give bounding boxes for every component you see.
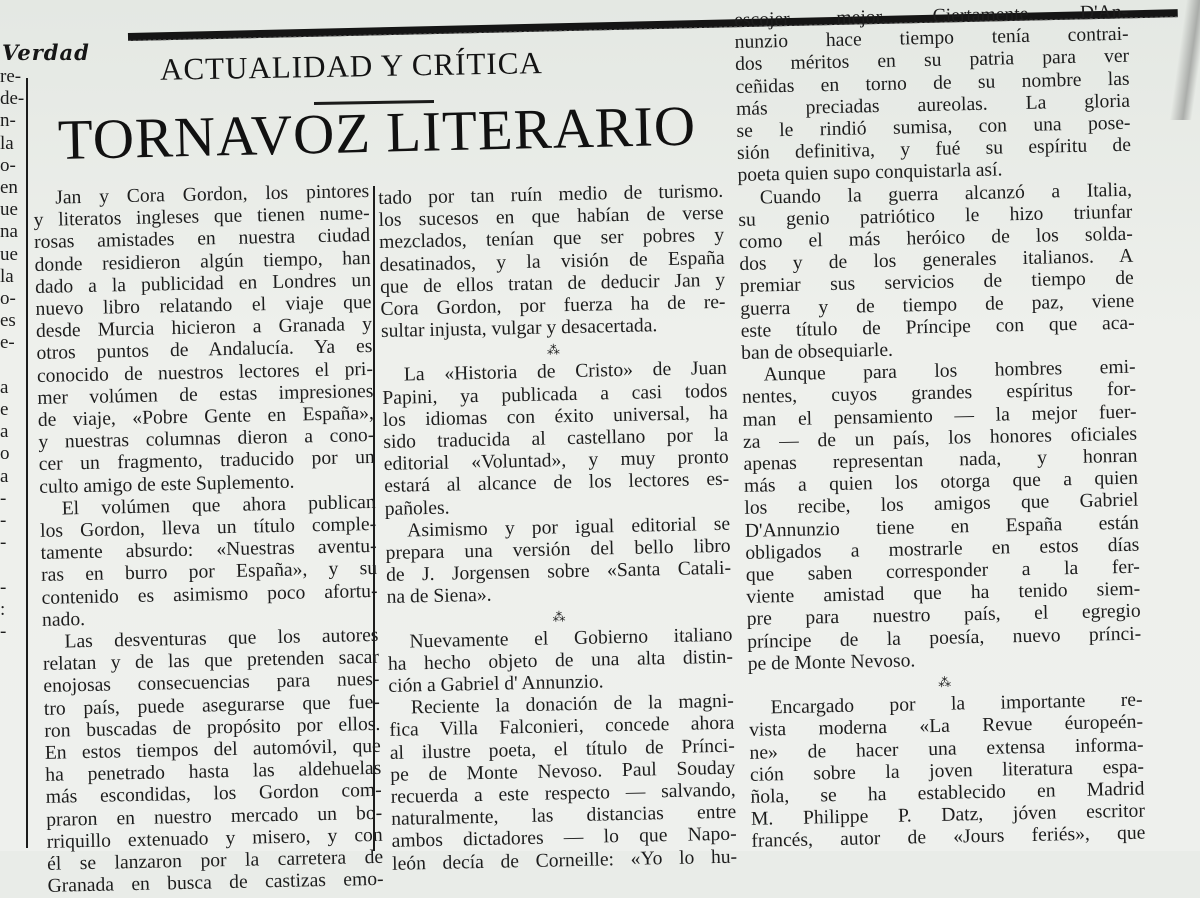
text-line: ñola, se ha establecido en Madrid [750, 778, 1145, 808]
margin-fragment: e [0, 399, 9, 421]
text-line: otros puntos de Andalucía. Ya es [36, 336, 373, 365]
text-line: ha hecho objeto de una alta distin- [387, 646, 734, 675]
margin-fragment: ue [0, 243, 18, 265]
text-line: dos y de los generales italianos. A [739, 245, 1134, 276]
text-line: sultar injusta, vulgar y desacertada. [380, 315, 658, 343]
text-line: nuevo libro relatando el viaje que [35, 291, 372, 320]
text-line: nado. [41, 608, 86, 631]
text-line: Reciente la donación de la magni- [410, 690, 735, 719]
left-margin-column-fragment [0, 66, 25, 643]
text-line: él se lanzaron por la carretera de [46, 846, 384, 875]
margin-fragment: es [0, 310, 16, 332]
text-line: sión definitiva, y fué su espíritu de [736, 134, 1132, 165]
text-line: desatinados, y la visión de España [379, 247, 725, 276]
page-edge-shadow [1170, 0, 1200, 120]
text-line: cer un fragmento, traducido por un [38, 447, 375, 476]
text-line: pañoles. [384, 497, 450, 520]
text-line: viente amistad que ha tenido siem- [746, 578, 1141, 609]
margin-fragment: - [0, 487, 7, 509]
margin-fragment: : [0, 598, 6, 620]
text-line: nentes, cuyos grandes espíritus for- [741, 379, 1137, 409]
text-line: los recibe, los amigos que Gabriel [744, 490, 1139, 520]
text-line: El volúmen que ahora publican [61, 491, 376, 520]
text-line: praron en nuestro mercado un bo- [46, 802, 383, 831]
text-line: pe de Monte Nevoso. Paul Souday [390, 757, 736, 786]
text-line: escojer mejor. Ciertamente. D'An- [734, 1, 1129, 31]
text-line: Papini, ya publicada a casi todos [382, 380, 728, 409]
asterism-divider: ⁂ [552, 608, 567, 625]
text-line: los sucesos en que habían de verse [378, 202, 724, 232]
text-line: de viaje, «Pobre Gente en España», [37, 402, 375, 431]
text-line: príncipe de la poesía, nuevo prínci- [747, 623, 1142, 653]
article-column-3 [734, 2, 1146, 854]
text-line: Cora Gordon, por fuerza ha de re- [380, 291, 726, 320]
margin-fragment: re- [0, 66, 22, 87]
text-line: Nuevamente el Gobierno italiano [409, 624, 733, 653]
text-line: M. Philippe P. Datz, jóven escritor [750, 800, 1146, 830]
text-line: vista moderna «La Revue éuropeén- [748, 711, 1144, 742]
text-line: na de Siena». [386, 585, 492, 609]
text-line: pre para nuestro país, el egregio [746, 601, 1141, 631]
text-line: donde residieron algún tiempo, han [34, 247, 371, 276]
margin-fragment: a [0, 376, 9, 398]
text-line: Granada en busca de castizas emo- [47, 869, 384, 898]
text-line: conocido de nuestros lectores el pri- [36, 358, 374, 387]
text-line: obligados a mostrarle en estos días [745, 534, 1140, 564]
text-line: como el más heróico de los solda- [738, 223, 1134, 253]
text-line: dado a la publicidad en Londres un [34, 269, 372, 298]
asterism-divider: ⁂ [546, 342, 562, 358]
text-line: editorial «Voluntad», y muy pronto [383, 446, 729, 476]
text-line: se le rindió sumisa, con una pose- [736, 112, 1131, 142]
text-line: naturalmente, las distancias entre [391, 801, 737, 831]
text-line: prepara una versión del bello libro [385, 535, 731, 564]
text-line: tado por tan ruín medio de turismo. [378, 180, 724, 209]
text-line: fica Villa Falconieri, concede ahora [389, 713, 735, 742]
text-line: ne» de hacer una extensa informa- [749, 734, 1144, 764]
text-line: La «Historia de Cristo» de Juan [403, 358, 728, 386]
margin-fragment [0, 554, 22, 576]
text-line: Asimismo y por igual editorial se [406, 513, 731, 542]
text-line: ban de obsequiarle. [740, 339, 894, 364]
text-line: los Gordon, lleva un título comple- [39, 513, 377, 542]
text-line: ron buscadas de propósito por ellos. [44, 713, 381, 742]
text-line: mer volúmen de estas impresiones [37, 380, 374, 409]
headline: TORNAVOZ LITERARIO [57, 94, 697, 172]
margin-fragment: ue [0, 199, 18, 221]
margin-fragment: o- [0, 154, 16, 176]
masthead-word: Verdad [2, 40, 90, 65]
text-line: Las desventuras que los autores [64, 624, 379, 653]
text-line: guerra y de tiempo de paz, viene [740, 290, 1135, 320]
text-line: francés, autor de «Jours feriés», que [751, 822, 1146, 853]
text-line: más preciadas aureolas. La gloria [735, 90, 1131, 120]
margin-fragment: la [0, 132, 14, 154]
margin-fragment: n- [0, 110, 16, 132]
margin-fragment [0, 355, 22, 377]
text-line: desde Murcia hicieron a Granada y [35, 314, 373, 343]
text-line: za — de un país, los honores oficiales [742, 423, 1138, 453]
text-line: que de ellos tratan de deducir Jan y [379, 269, 726, 298]
text-line: enojosas consecuencias para nues- [43, 669, 380, 698]
text-line: poeta quien supo conquistarla así. [737, 159, 1003, 187]
text-line: man el pensamiento — la mejor fuer- [742, 401, 1137, 431]
text-line: premiar sus servicios de tiempo de [739, 268, 1134, 298]
text-line: león decía de Corneille: «Yo lo hu- [391, 846, 738, 875]
text-line: apenas representan nada, y honran [743, 445, 1138, 475]
text-line: este título de Príncipe con que aca- [740, 312, 1135, 342]
margin-fragment: na [0, 221, 18, 243]
margin-fragment: - [0, 576, 7, 598]
text-line: los idiomas con éxito universal, ha [382, 402, 729, 431]
text-line: tamente absurdo: «Nuestras aventu- [40, 536, 377, 565]
margin-fragment: a [0, 421, 9, 443]
text-line: al ilustre poeta, el título de Prínci- [389, 735, 735, 764]
text-line: estará al alcance de los lectores es- [384, 469, 730, 498]
text-line: de J. Jorgensen sobre «Santa Catali- [385, 557, 732, 587]
text-line: que saben corresponder a la fer- [745, 556, 1140, 586]
margin-fragment: o- [0, 288, 16, 310]
text-line: rriquillo extenuado y misero, y con [46, 824, 383, 853]
margin-fragment: en [0, 177, 18, 199]
text-line: nunzio hace tiempo tenía contrai- [734, 23, 1129, 54]
article-column-2 [378, 181, 737, 876]
margin-fragment: - [0, 532, 7, 554]
text-line: pe de Monte Nevoso. [747, 650, 916, 675]
margin-fragment: de- [0, 88, 25, 110]
text-line: culto amigo de este Suplemento. [39, 471, 295, 498]
margin-fragment: a [0, 465, 9, 487]
article-column-1 [33, 181, 384, 898]
text-line: más a quien los otorga que a quien [743, 467, 1139, 498]
text-line: contenido es asimismo poco afortu- [41, 580, 378, 609]
text-line: ceñidas en torno de su nombre las [735, 68, 1130, 98]
asterism-divider: ⁂ [937, 674, 953, 690]
margin-fragment: la [0, 265, 14, 287]
text-line: más escondidas, los Gordon com- [45, 780, 382, 809]
text-line: D'Annunzio tiene en España están [744, 512, 1140, 542]
text-line: tro país, puede asegurarse que fue- [43, 691, 381, 720]
section-kicker: ACTUALIDAD Y CRÍTICA [159, 45, 544, 87]
text-line: sido traducida al castellano por la [383, 424, 729, 453]
text-line: ha penetrado hasta las aldehuelas [45, 758, 382, 787]
margin-fragment: e- [0, 332, 15, 354]
margin-fragment: - [0, 621, 7, 643]
text-line: Aunque para los hombres emi- [763, 356, 1136, 386]
text-line: dos méritos en su patria para ver [734, 46, 1130, 76]
text-line: mezclados, tenían que ser pobres y [378, 225, 725, 254]
text-line: Encargado por la importante re- [770, 689, 1143, 719]
text-line: ras en burro por España», y su [40, 558, 378, 587]
margin-fragment: - [0, 510, 7, 532]
text-line: ción a Gabriel d' Annunzio. [388, 671, 604, 697]
text-line: y nuestras columnas dieron a cono- [38, 425, 375, 454]
text-line: rosas amistades en nuestra ciudad [33, 225, 371, 254]
text-line: En estos tiempos del automóvil, que [44, 735, 381, 764]
text-line: ción sobre la joven literatura espa- [749, 756, 1145, 786]
text-line: ambos dictadores — lo que Napo- [391, 824, 737, 853]
column-rule-left [26, 78, 28, 848]
margin-fragment: o [0, 443, 10, 465]
text-line: relatan y de las que pretenden sacar [42, 647, 380, 676]
text-line: Jan y Cora Gordon, los pintores [54, 180, 370, 209]
text-line: y literatos ingleses que tienen nume- [33, 203, 370, 232]
text-line: recuerda a este respecto — salvando, [390, 779, 736, 808]
text-line: su genio patriótico le hizo triunfar [738, 201, 1133, 231]
text-line: Cuando la guerra alcanzó a Italia, [759, 179, 1133, 209]
